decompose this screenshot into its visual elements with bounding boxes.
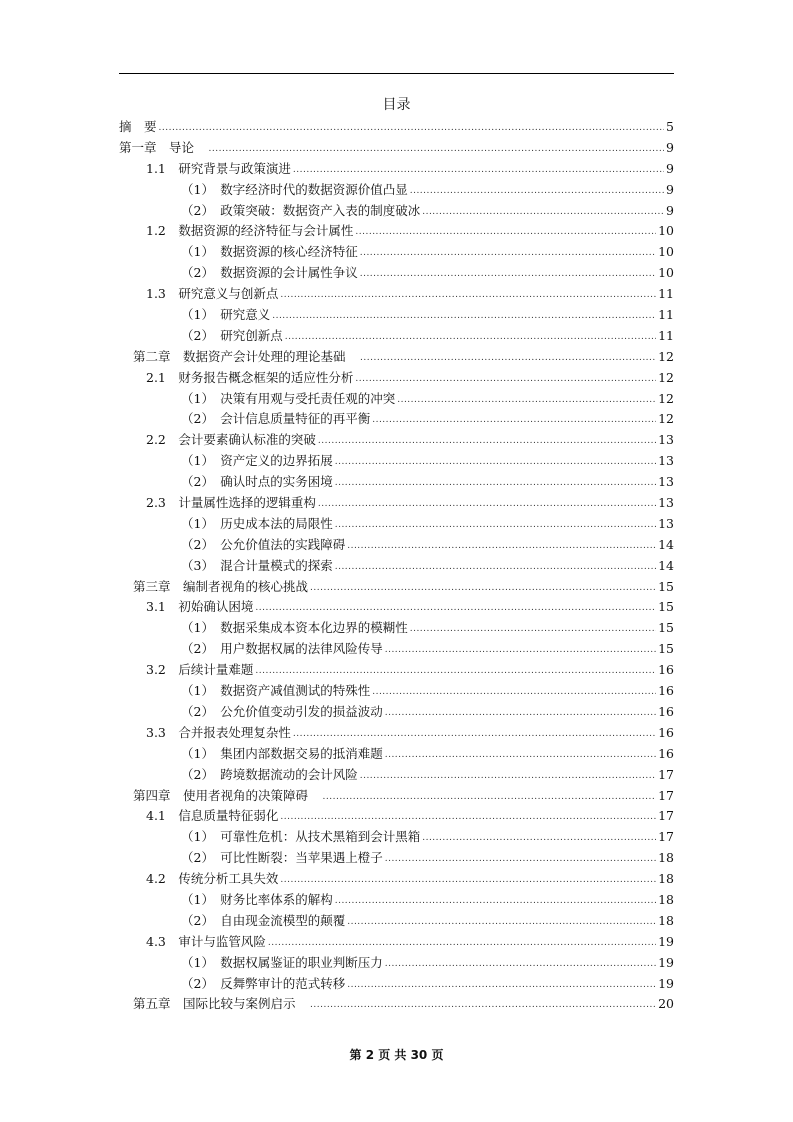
toc-entry[interactable]: [119, 284, 674, 305]
toc-entry-label: （2） 会计信息质量特征的再平衡: [181, 411, 371, 427]
toc-leader-dots: [347, 975, 656, 996]
toc-entry[interactable]: [119, 535, 674, 556]
toc-entry-page: 13: [658, 474, 674, 490]
toc-entry-page: 13: [658, 432, 674, 448]
toc-entry-page: 11: [658, 286, 674, 302]
toc-entry-label: （1） 数据权属鉴证的职业判断压力: [181, 954, 383, 970]
toc-entry[interactable]: [119, 618, 674, 639]
toc-entry-page: 15: [658, 641, 674, 657]
toc-leader-dots: [323, 787, 657, 808]
toc-entry-page: 12: [658, 390, 674, 406]
toc-leader-dots: [372, 682, 656, 703]
toc-entry-page: 17: [658, 766, 674, 782]
toc-leader-dots: [268, 933, 656, 954]
toc-leader-dots: [280, 807, 656, 828]
toc-leader-dots: [385, 640, 656, 661]
toc-entry[interactable]: [119, 890, 674, 911]
toc-leader-dots: [360, 264, 656, 285]
toc-entry-label: 摘 要: [119, 119, 157, 134]
toc-entry[interactable]: [119, 597, 674, 618]
toc-entry[interactable]: [119, 221, 674, 242]
toc-entry-label: 第四章 使用者视角的决策障碍: [133, 787, 321, 803]
toc-entry[interactable]: [119, 242, 674, 263]
toc-leader-dots: [335, 473, 656, 494]
toc-leader-dots: [310, 995, 656, 1016]
toc-entry[interactable]: [119, 389, 674, 410]
toc-leader-dots: [318, 431, 656, 452]
toc-entry-page: 19: [658, 933, 674, 949]
toc-entry-label: （1） 决策有用观与受托责任观的冲突: [181, 390, 396, 406]
toc-entry-label: 第三章 编制者视角的核心挑战: [133, 578, 309, 594]
toc-entry-page: 17: [658, 829, 674, 845]
toc-entry[interactable]: [119, 639, 674, 660]
toc-entry-label: 2.2 会计要素确认标准的突破: [146, 432, 316, 448]
toc-entry-label: （2） 确认时点的实务困境: [181, 474, 333, 490]
toc-leader-dots: [280, 285, 656, 306]
toc-entry-label: （1） 数据资源的核心经济特征: [181, 244, 358, 260]
toc-leader-dots: [293, 724, 656, 745]
toc-entry-page: 12: [658, 348, 674, 364]
toc-leader-dots: [209, 139, 665, 160]
toc-leader-dots: [410, 619, 656, 640]
toc-leader-dots: [272, 306, 656, 327]
toc-entry-page: 12: [658, 369, 674, 385]
toc-entry-page: 13: [658, 515, 674, 531]
toc-entry-page: 15: [658, 620, 674, 636]
toc-entry-label: （1） 数据采集成本资本化边界的模糊性: [181, 620, 408, 636]
toc-entry-page: 16: [658, 745, 674, 761]
toc-entry[interactable]: [119, 472, 674, 493]
toc-entry[interactable]: [119, 138, 674, 159]
toc-leader-dots: [422, 828, 656, 849]
toc-entry[interactable]: [119, 932, 674, 953]
toc-leader-dots: [410, 181, 664, 202]
toc-entry[interactable]: [119, 326, 674, 347]
toc-entry-page: 19: [658, 954, 674, 970]
toc-leader-dots: [397, 390, 656, 411]
toc-entry-label: 3.2 后续计量难题: [146, 662, 254, 678]
toc-leader-dots: [355, 369, 656, 390]
toc-leader-dots: [355, 222, 656, 243]
toc-entry[interactable]: [119, 765, 674, 786]
toc-entry-label: 4.3 审计与监管风险: [146, 933, 266, 949]
toc-leader-dots: [360, 766, 656, 787]
toc-leader-dots: [335, 452, 656, 473]
toc-leader-dots: [385, 703, 656, 724]
toc-entry[interactable]: [119, 514, 674, 535]
toc-entry[interactable]: [119, 911, 674, 932]
toc-entry-page: 18: [658, 850, 674, 866]
toc-entry-page: 19: [658, 975, 674, 991]
toc-leader-dots: [255, 598, 656, 619]
toc-entry[interactable]: [119, 451, 674, 472]
toc-entry-label: （1） 资产定义的边界拓展: [181, 453, 333, 469]
toc-leader-dots: [372, 410, 656, 431]
toc-leader-dots: [335, 557, 656, 578]
toc-entry[interactable]: [119, 974, 674, 995]
toc-entry[interactable]: [119, 869, 674, 890]
toc-entry-label: （2） 公允价值法的实践障碍: [181, 536, 346, 552]
toc-leader-dots: [422, 202, 664, 223]
toc-entry-page: 9: [666, 202, 674, 218]
toc-entry[interactable]: [119, 159, 674, 180]
toc-entry-label: 4.1 信息质量特征弱化: [146, 808, 279, 824]
toc-entry-page: 16: [658, 683, 674, 699]
toc-entry[interactable]: [119, 827, 674, 848]
toc-leader-dots: [255, 661, 656, 682]
toc-entry-page: 18: [658, 871, 674, 887]
toc-leader-dots: [335, 515, 656, 536]
toc-entry-label: （2） 可比性断裂：当苹果遇上橙子: [181, 850, 383, 866]
toc-entry-label: （3） 混合计量模式的探索: [181, 557, 333, 573]
toc-entry[interactable]: [119, 953, 674, 974]
toc-entry[interactable]: [119, 848, 674, 869]
toc-entry[interactable]: [119, 117, 674, 138]
toc-entry-label: （2） 用户数据权属的法律风险传导: [181, 641, 383, 657]
toc-entry[interactable]: [119, 994, 674, 1015]
toc-leader-dots: [310, 578, 656, 599]
toc-entry-page: 11: [658, 307, 674, 323]
toc-entry-label: （2） 自由现金流模型的颠覆: [181, 912, 346, 928]
toc-entry-label: 2.3 计量属性选择的逻辑重构: [146, 495, 316, 511]
toc-leader-dots: [385, 849, 656, 870]
toc-entry-page: 14: [658, 557, 674, 573]
toc-entry-page: 16: [658, 662, 674, 678]
toc-entry-label: 3.3 合并报表处理复杂性: [146, 724, 291, 740]
toc-entry-label: （1） 集团内部数据交易的抵消难题: [181, 745, 383, 761]
toc-entry-page: 10: [658, 265, 674, 281]
toc-entry-label: （2） 跨境数据流动的会计风险: [181, 766, 358, 782]
toc-entry-label: （2） 反舞弊审计的范式转移: [181, 975, 346, 991]
toc-entry-label: 第一章 导论: [119, 139, 207, 155]
toc-entry-label: （2） 政策突破：数据资产入表的制度破冰: [181, 202, 421, 218]
toc-entry-page: 18: [658, 912, 674, 928]
toc-entry-page: 10: [658, 223, 674, 239]
toc-entry-page: 17: [658, 808, 674, 824]
toc-leader-dots: [285, 327, 656, 348]
toc-entry-label: （2） 研究创新点: [181, 327, 283, 343]
toc-entry[interactable]: [119, 556, 674, 577]
toc-entry[interactable]: [119, 702, 674, 723]
toc-entry-label: （2） 公允价值变动引发的损益波动: [181, 703, 383, 719]
toc-title: 目录: [382, 97, 411, 113]
toc-leader-dots: [318, 494, 656, 515]
toc-entry-label: 第五章 国际比较与案例启示: [133, 996, 309, 1012]
toc-entry-label: （1） 历史成本法的局限性: [181, 515, 333, 531]
toc-leader-dots: [347, 912, 656, 933]
toc-entry-page: 15: [658, 578, 674, 594]
toc-entry-page: 11: [658, 327, 674, 343]
toc-entry-page: 13: [658, 453, 674, 469]
toc-entry[interactable]: [119, 577, 674, 598]
toc-entry-page: 5: [666, 119, 674, 134]
toc-entry[interactable]: [119, 723, 674, 744]
toc-entry-label: （1） 数据资产减值测试的特殊性: [181, 683, 371, 699]
toc-entry-page: 15: [658, 599, 674, 615]
toc-entry[interactable]: [119, 368, 674, 389]
toc-entry-page: 20: [658, 996, 674, 1012]
toc-entry-label: （2） 数据资源的会计属性争议: [181, 265, 358, 281]
toc-leader-dots: [360, 348, 656, 369]
toc-entry-page: 13: [658, 495, 674, 511]
toc-entry-label: （1） 财务比率体系的解构: [181, 891, 333, 907]
toc-entry-page: 9: [666, 160, 674, 176]
toc-entry-page: 10: [658, 244, 674, 260]
toc-leader-dots: [385, 745, 656, 766]
toc-entry-label: 1.2 数据资源的经济特征与会计属性: [146, 223, 354, 239]
toc-entry-page: 14: [658, 536, 674, 552]
toc-entry[interactable]: [119, 493, 674, 514]
toc-entry[interactable]: [119, 305, 674, 326]
toc-entry-page: 9: [666, 139, 674, 155]
toc-entry-label: 4.2 传统分析工具失效: [146, 871, 279, 887]
toc-entry[interactable]: [119, 681, 674, 702]
page-footer: 第 2 页 共 30 页: [349, 1048, 444, 1062]
toc-entry[interactable]: [119, 430, 674, 451]
toc-entry[interactable]: [119, 744, 674, 765]
toc-entry-page: 12: [658, 411, 674, 427]
toc-entry-label: 2.1 财务报告概念框架的适应性分析: [146, 369, 354, 385]
header-rule: [119, 73, 674, 74]
toc-entry-label: （1） 研究意义: [181, 307, 271, 323]
toc-entry-page: 17: [658, 787, 674, 803]
toc-entry[interactable]: [119, 786, 674, 807]
toc-entry-label: （1） 数字经济时代的数据资源价值凸显: [181, 181, 408, 197]
toc-leader-dots: [335, 891, 656, 912]
toc-leader-dots: [360, 243, 656, 264]
toc-entry-label: 1.3 研究意义与创新点: [146, 286, 279, 302]
toc-entry[interactable]: [119, 660, 674, 681]
toc-entry[interactable]: [119, 806, 674, 827]
toc-entry-page: 18: [658, 891, 674, 907]
toc-entry[interactable]: [119, 180, 674, 201]
toc-entry-label: 3.1 初始确认困境: [146, 599, 254, 615]
toc-entry-page: 16: [658, 703, 674, 719]
toc-entry-page: 9: [666, 181, 674, 197]
toc-leader-dots: [347, 536, 656, 557]
toc-leader-dots: [385, 954, 656, 975]
toc-leader-dots: [280, 870, 656, 891]
toc-entry-page: 16: [658, 724, 674, 740]
toc-leader-dots: [293, 160, 664, 181]
toc-entry-label: 1.1 研究背景与政策演进: [146, 160, 291, 176]
table-of-contents: [119, 117, 674, 1015]
toc-entry[interactable]: [119, 263, 674, 284]
toc-entry-label: （1） 可靠性危机：从技术黑箱到会计黑箱: [181, 829, 421, 845]
toc-entry[interactable]: [119, 409, 674, 430]
toc-entry-label: 第二章 数据资产会计处理的理论基础: [133, 348, 359, 364]
toc-entry[interactable]: [119, 347, 674, 368]
toc-entry[interactable]: [119, 201, 674, 222]
toc-leader-dots: [159, 118, 665, 139]
